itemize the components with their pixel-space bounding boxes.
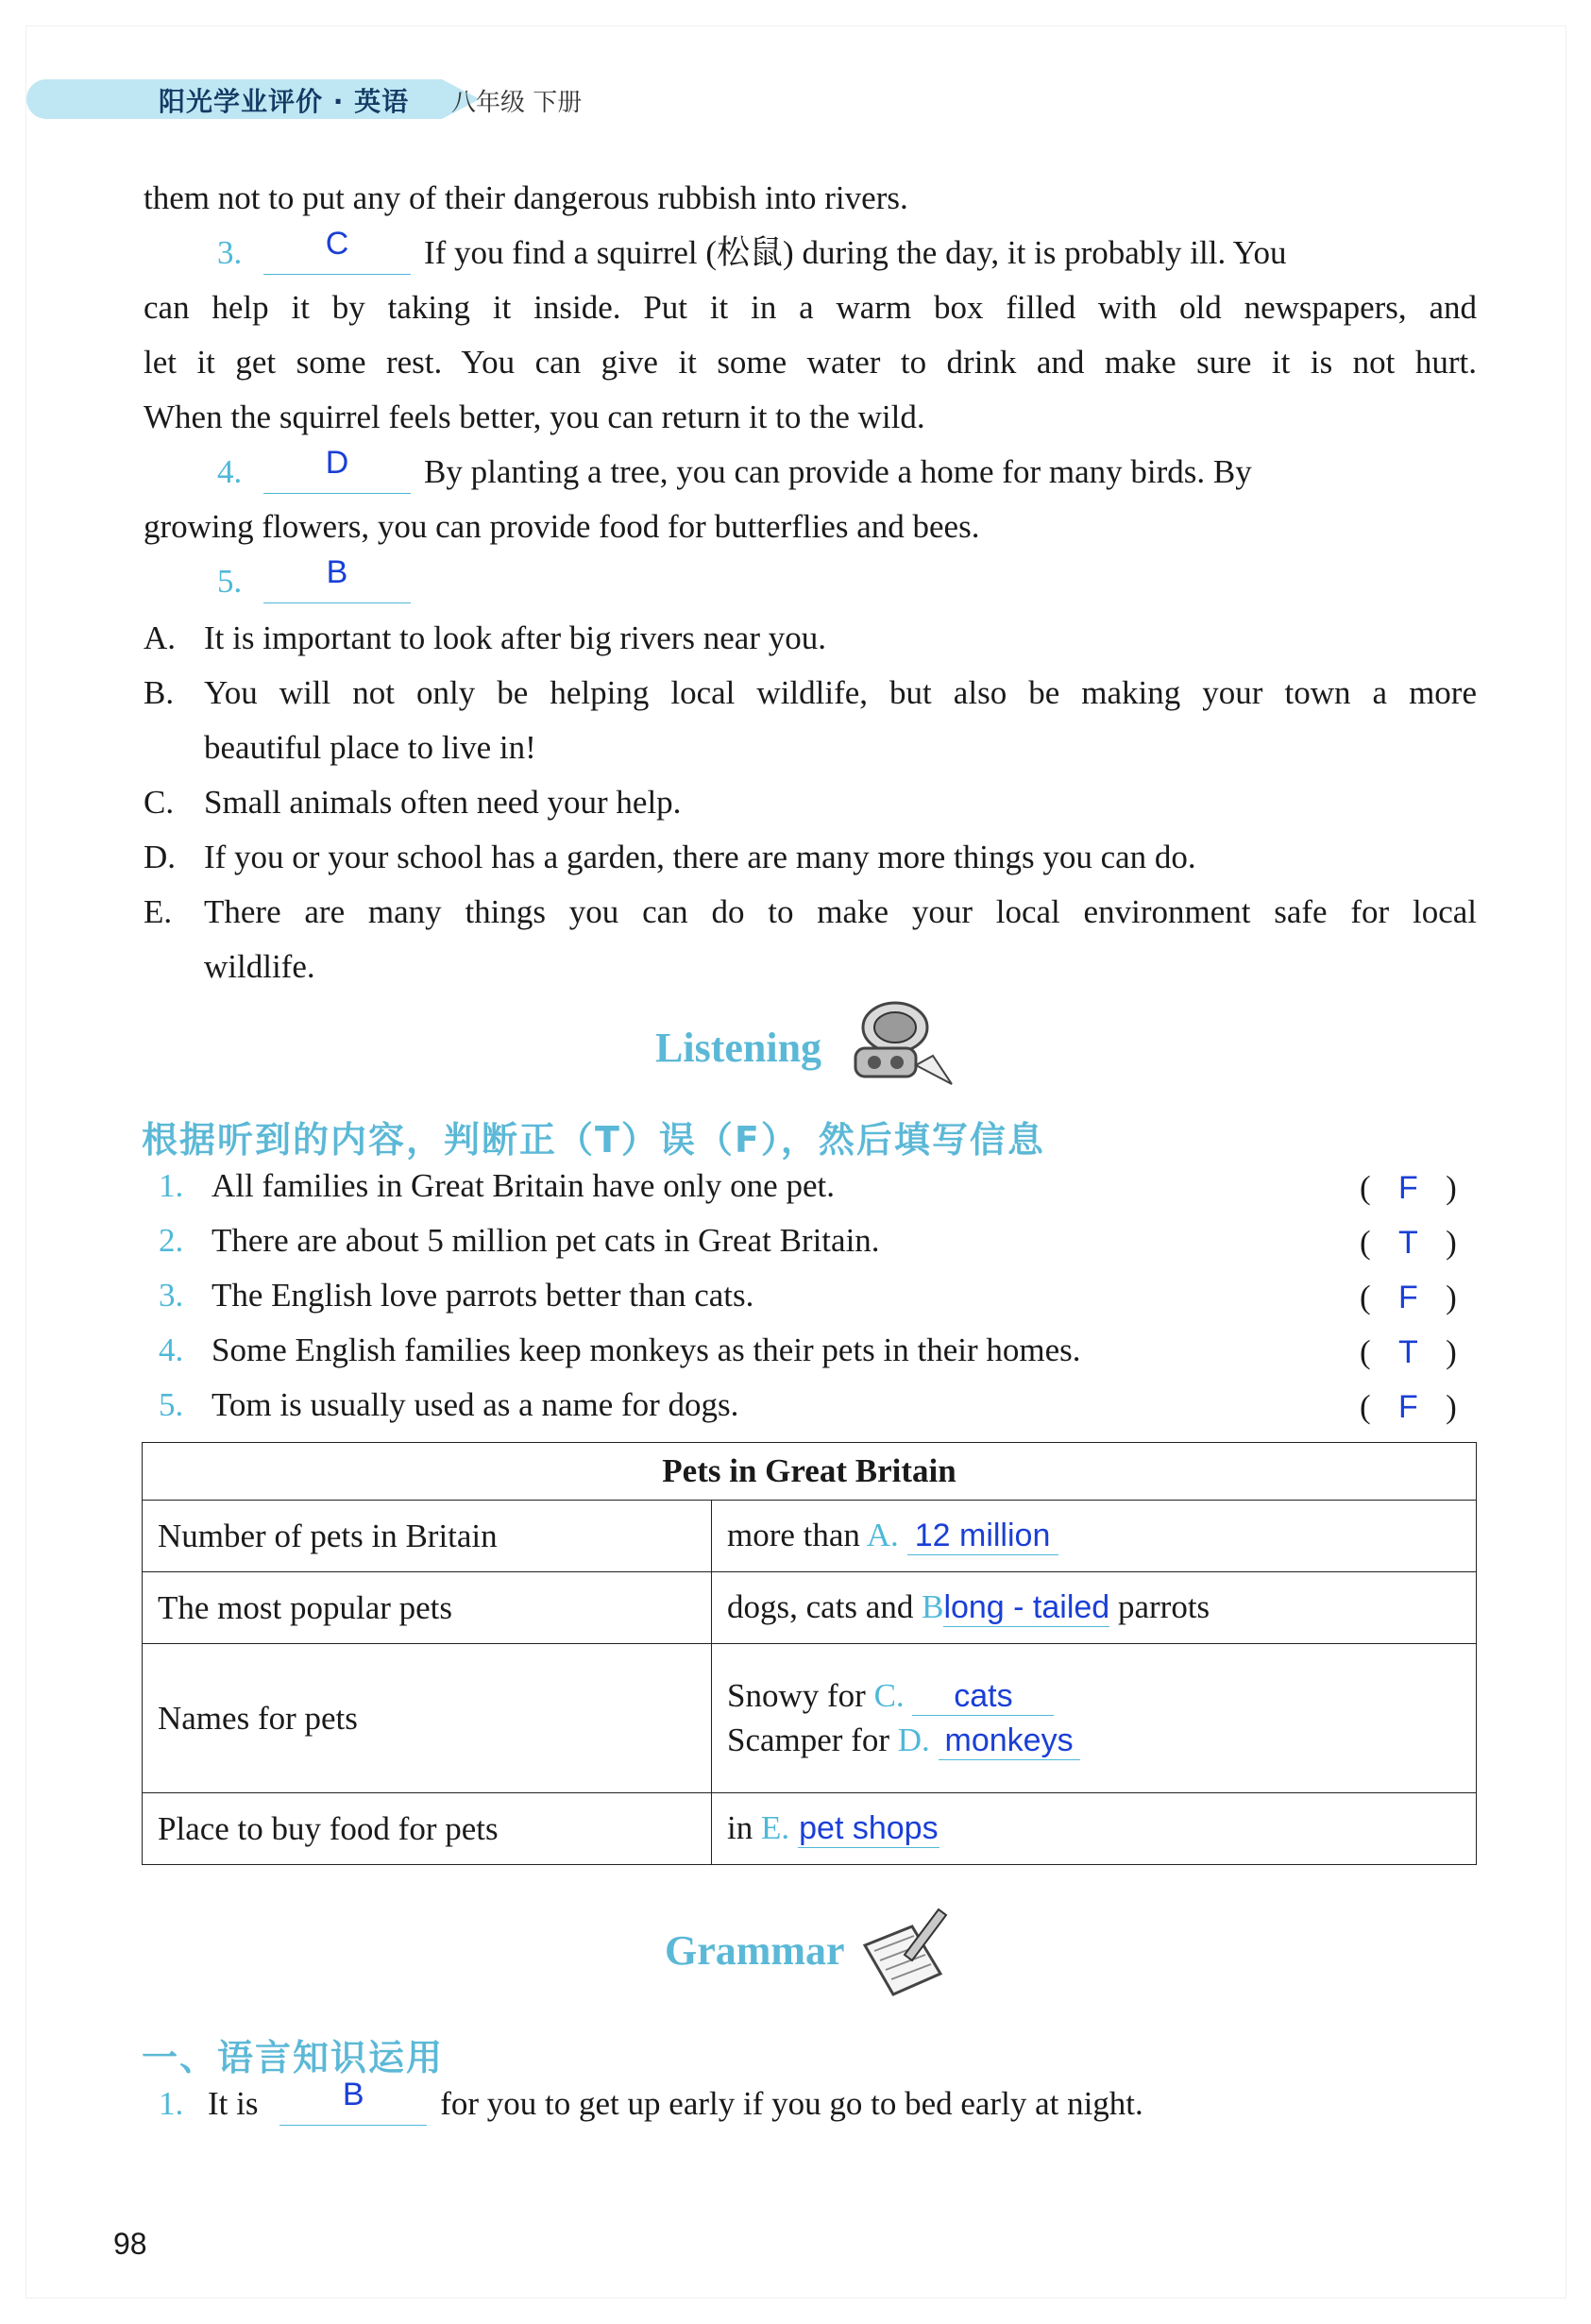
question-3 [144,226,1477,275]
option-e-cont: wildlife. [204,948,315,985]
question-text: If you find a squirrel (松鼠) during the day, it is probably ill. You [424,234,1287,271]
tf-item: 1. All families in Great Britain have only one pet. [159,1167,835,1204]
header-subtitle: 八年级 下册 [451,89,583,117]
tf-answer[interactable]: ( F ) [1360,1388,1457,1425]
option-c: C. Small animals often need your help. [144,784,682,821]
answer-text: C [325,226,349,262]
question-5 [144,554,424,603]
answer-blank[interactable]: B [279,2083,427,2126]
table-row: Place to buy food for pets in E. pet shops [143,1793,1477,1865]
question-text: By planting a tree, you can provide a home for many birds. By [424,453,1252,490]
answer-text: D [325,445,349,481]
headset-icon [838,990,961,1094]
table-row: Names for pets Snowy for C. cats Scamper for D. monkeys [143,1644,1477,1793]
option-a: A. It is important to look after big rivers near you. [144,619,827,656]
answer-blank[interactable] [263,226,411,275]
reading-line: can help it by taking it inside. Put it in a warm box filled with old newspapers, and [144,289,1477,326]
option-d: D. If you or your school has a garden, there are many more things you can do. [144,839,1196,875]
answer-blank[interactable] [263,445,411,494]
answer-blank[interactable]: 12 million [907,1517,1058,1555]
tf-item: 4. Some English families keep monkeys as their pets in their homes. [159,1332,1081,1368]
tf-answer[interactable]: ( T ) [1360,1224,1457,1261]
option-b: B. You will not only be helping local wildlife, but also be making your town a more [144,674,1477,711]
tf-item: 3. The English love parrots better than cats. [159,1277,754,1314]
grammar-title: Grammar [665,1927,845,1974]
question-number: 4. [217,453,243,490]
grammar-section: 一、语言知识运用 [142,2037,445,2078]
reading-line: When the squirrel feels better, you can return it to the wild. [144,399,925,435]
listening-title: Listening [655,1025,822,1071]
grammar-question-1: 1. It is B for you to get up early if you go to bed early at night. [159,2083,1143,2126]
tf-answer[interactable]: ( F ) [1360,1169,1457,1206]
answer-blank[interactable]: cats [912,1677,1054,1716]
question-number: 3. [217,234,243,271]
page-number: 98 [113,2227,147,2261]
reading-line: growing flowers, you can provide food for butterflies and bees. [144,508,980,545]
listening-instruction: 根据听到的内容，判断正（T）误（F），然后填写信息 [142,1119,1045,1161]
option-b-cont: beautiful place to live in! [204,729,536,766]
question-4 [144,445,1477,494]
tf-answer[interactable]: ( T ) [1360,1333,1457,1370]
answer-blank[interactable]: pet shops [799,1810,939,1846]
table-row: The most popular pets dogs, cats and Blong - tailed parrots [143,1572,1477,1644]
pets-table [142,1442,1477,1865]
answer-blank[interactable]: long - tailed [943,1589,1110,1625]
notepad-pencil-icon [855,1898,950,2002]
option-e: E. There are many things you can do to make your local environment safe for local [144,893,1477,930]
answer-text: B [326,554,348,590]
tf-item: 5. Tom is usually used as a name for dogs. [159,1386,739,1423]
reading-line: let it get some rest. You can give it some water to drink and make sure it is not hurt. [144,344,1477,381]
answer-blank[interactable]: monkeys [939,1722,1080,1760]
reading-line: them not to put any of their dangerous rubbish into rivers. [144,179,908,216]
table-row: Number of pets in Britain more than A. 12 million [143,1501,1477,1572]
tf-answer[interactable]: ( F ) [1360,1279,1457,1315]
question-number: 5. [217,563,243,600]
tf-item: 2. There are about 5 million pet cats in Great Britain. [159,1222,880,1259]
answer-blank[interactable] [263,554,411,603]
table-title: Pets in Great Britain [143,1443,1477,1501]
header-title: 阳光学业评价 · 英语 [159,86,410,117]
